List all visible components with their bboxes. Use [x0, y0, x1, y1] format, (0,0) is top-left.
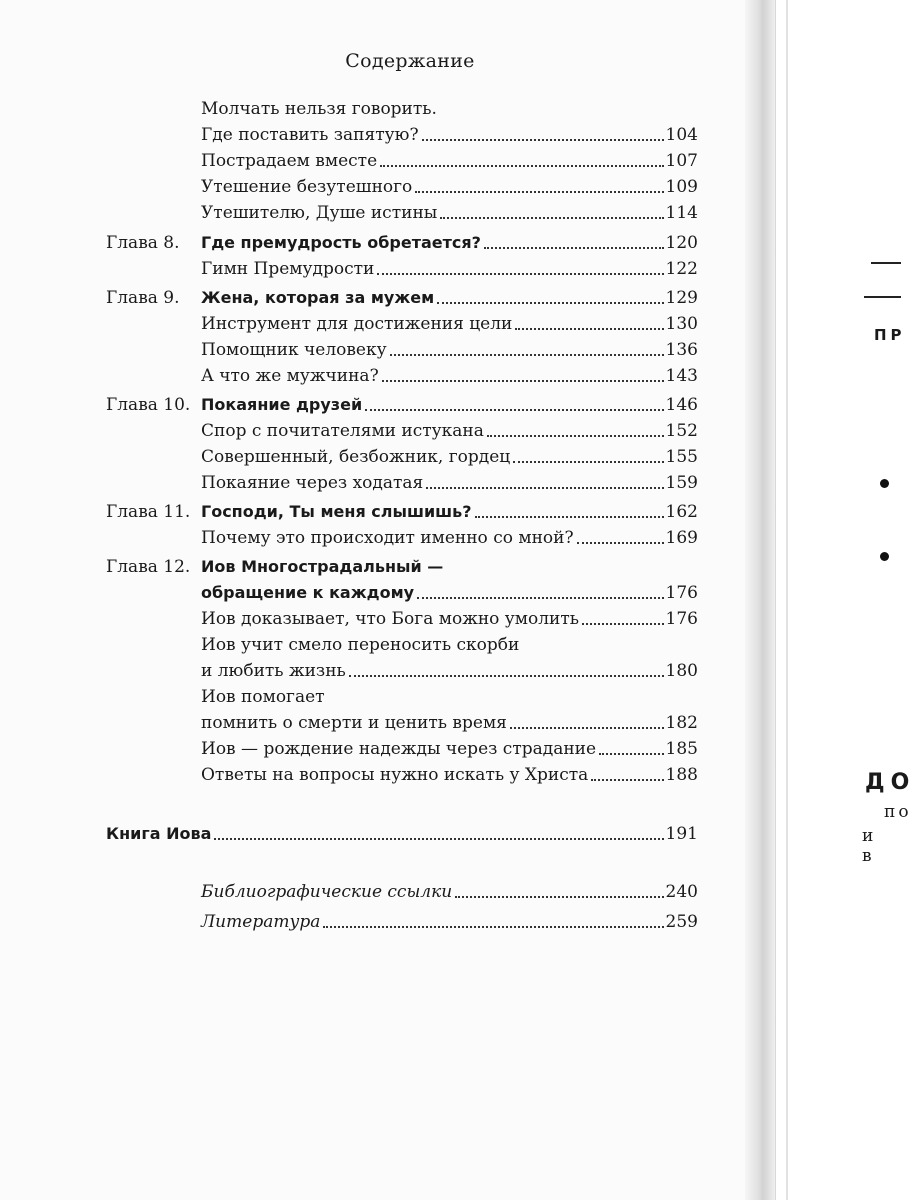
- dot-leader: [475, 516, 664, 518]
- page-number: 136: [665, 340, 698, 360]
- toc-entry-title: Помощник человеку: [201, 340, 387, 360]
- dot-leader: [487, 435, 664, 437]
- fragment-text: и в: [862, 826, 881, 866]
- dot-leader: [599, 753, 663, 755]
- page-title: Содержание: [345, 50, 475, 72]
- page-number: 180: [665, 661, 698, 681]
- toc-entry: [201, 148, 698, 174]
- toc-entry: [201, 736, 698, 762]
- book-page-right-fragment: [775, 0, 915, 1200]
- fragment-text: по: [884, 802, 912, 822]
- chapter-number: Глава 9.: [106, 288, 180, 308]
- toc-chapter: [106, 392, 698, 418]
- toc-entry-title: Спор с почитателями истукана: [201, 421, 484, 441]
- toc-entry: [201, 337, 698, 363]
- toc-entry: [201, 363, 698, 389]
- page-number: 159: [665, 473, 698, 493]
- toc-entry: [201, 606, 698, 632]
- chapter-title: обращение к каждому: [201, 583, 415, 602]
- toc-entry-title: Совершенный, безбожник, гордец: [201, 447, 511, 467]
- section-title: Книга Иова: [106, 824, 212, 843]
- toc-entry: [201, 200, 698, 226]
- page-number: 259: [665, 912, 698, 932]
- chapter-number: Глава 11.: [106, 502, 191, 522]
- page-number: 122: [665, 259, 698, 279]
- dot-leader: [426, 487, 663, 489]
- dot-leader: [380, 165, 663, 167]
- toc-book-section: [106, 821, 698, 847]
- chapter-title: Жена, которая за мужем: [201, 288, 435, 307]
- chapter-title: Господи, Ты меня слышишь?: [201, 502, 472, 521]
- toc-entry: [201, 418, 698, 444]
- toc-entry: [201, 96, 698, 122]
- dot-leader: [390, 354, 664, 356]
- toc-entry: [201, 311, 698, 337]
- toc-appendix: [201, 909, 698, 935]
- page-edge: [786, 0, 788, 1200]
- page-number: 143: [665, 366, 698, 386]
- bullet-icon: [880, 552, 889, 561]
- page-number: 114: [665, 203, 698, 223]
- dot-leader: [455, 896, 663, 898]
- page-number: 120: [665, 233, 698, 253]
- page-number: 240: [665, 882, 698, 902]
- toc-entry: [201, 470, 698, 496]
- page-number: 185: [665, 739, 698, 759]
- dot-leader: [515, 328, 663, 330]
- chapter-title: Иов Многострадальный —: [201, 557, 444, 576]
- page-number: 188: [665, 765, 698, 785]
- toc-entry-title: Иов — рождение надежды через страдание: [201, 739, 597, 759]
- toc-entry: [201, 684, 698, 710]
- appendix-title: Библиографические ссылки: [201, 882, 453, 902]
- toc-entry-title: Утешение безутешного: [201, 177, 413, 197]
- page-number: 176: [665, 583, 698, 603]
- fragment-heading: ДО: [865, 770, 915, 795]
- toc-entry-title: Ответы на вопросы нужно искать у Христа: [201, 765, 589, 785]
- page-number: 162: [665, 502, 698, 522]
- dot-leader: [349, 675, 664, 677]
- dot-leader: [484, 247, 664, 249]
- dot-leader: [422, 139, 664, 141]
- toc-entry: [201, 444, 698, 470]
- toc-appendix: [201, 879, 698, 905]
- toc-entry: [201, 256, 698, 282]
- toc-entry-title: Пострадаем вместе: [201, 151, 378, 171]
- appendix-title: Литература: [201, 912, 321, 932]
- toc-entry-title: помнить о смерти и ценить время: [201, 713, 507, 733]
- page-number: 152: [665, 421, 698, 441]
- page-number: 176: [665, 609, 698, 629]
- toc-entry: [201, 525, 698, 551]
- toc-entry-title: Где поставить запятую?: [201, 125, 419, 145]
- toc-entry-title: Утешителю, Душе истины: [201, 203, 438, 223]
- toc-entry-title: и любить жизнь: [201, 661, 346, 681]
- page-number: 129: [665, 288, 698, 308]
- dot-leader: [582, 623, 663, 625]
- toc-chapter: [106, 499, 698, 525]
- page-number: 104: [665, 125, 698, 145]
- chapter-title: Где премудрость обретается?: [201, 233, 481, 252]
- toc-chapter: [106, 230, 698, 256]
- page-number: 191: [665, 824, 698, 844]
- chapter-number: Глава 12.: [106, 557, 191, 577]
- toc-entry-title: Молчать нельзя говорить.: [201, 99, 437, 119]
- dot-leader: [323, 926, 663, 928]
- toc-entry: [201, 658, 698, 684]
- dot-leader: [513, 461, 663, 463]
- toc-entry-title: Иов доказывает, что Бога можно умолить: [201, 609, 580, 629]
- toc-entry: [201, 632, 698, 658]
- page-number: 146: [665, 395, 698, 415]
- book-gutter: [745, 0, 775, 1200]
- toc-chapter: [106, 554, 698, 580]
- chapter-title: Покаяние друзей: [201, 395, 363, 414]
- dot-leader: [415, 191, 663, 193]
- toc-entry: [201, 762, 698, 788]
- dot-leader: [440, 217, 663, 219]
- toc-entry-title: Инструмент для достижения цели: [201, 314, 513, 334]
- dot-leader: [577, 542, 664, 544]
- toc-entry-title: Гимн Премудрости: [201, 259, 375, 279]
- dot-leader: [365, 409, 663, 411]
- toc-entry-title: Иов учит смело переносить скорби: [201, 635, 520, 655]
- toc-entry-title: Иов помогает: [201, 687, 325, 707]
- chapter-number: Глава 10.: [106, 395, 191, 415]
- rule-line: [864, 296, 901, 298]
- page-number: 169: [665, 528, 698, 548]
- dot-leader: [214, 838, 663, 840]
- toc-chapter: [106, 285, 698, 311]
- dot-leader: [591, 779, 663, 781]
- dot-leader: [510, 727, 664, 729]
- toc-entry: [201, 710, 698, 736]
- page-number: 182: [665, 713, 698, 733]
- dot-leader: [437, 302, 663, 304]
- dot-leader: [377, 273, 663, 275]
- page-number: 107: [665, 151, 698, 171]
- toc-chapter-continued: [201, 580, 698, 606]
- rule-line: [871, 262, 901, 264]
- dot-leader: [382, 380, 664, 382]
- toc-entry-title: А что же мужчина?: [201, 366, 379, 386]
- toc-entry: [201, 174, 698, 200]
- chapter-number: Глава 8.: [106, 233, 180, 253]
- toc-entry-title: Покаяние через ходатая: [201, 473, 424, 493]
- page-number: 155: [665, 447, 698, 467]
- page-number: 109: [665, 177, 698, 197]
- fragment-heading-small: ПР: [874, 326, 906, 344]
- dot-leader: [417, 597, 663, 599]
- toc-entry: [201, 122, 698, 148]
- toc-entry-title: Почему это происходит именно со мной?: [201, 528, 574, 548]
- bullet-icon: [880, 479, 889, 488]
- page-number: 130: [665, 314, 698, 334]
